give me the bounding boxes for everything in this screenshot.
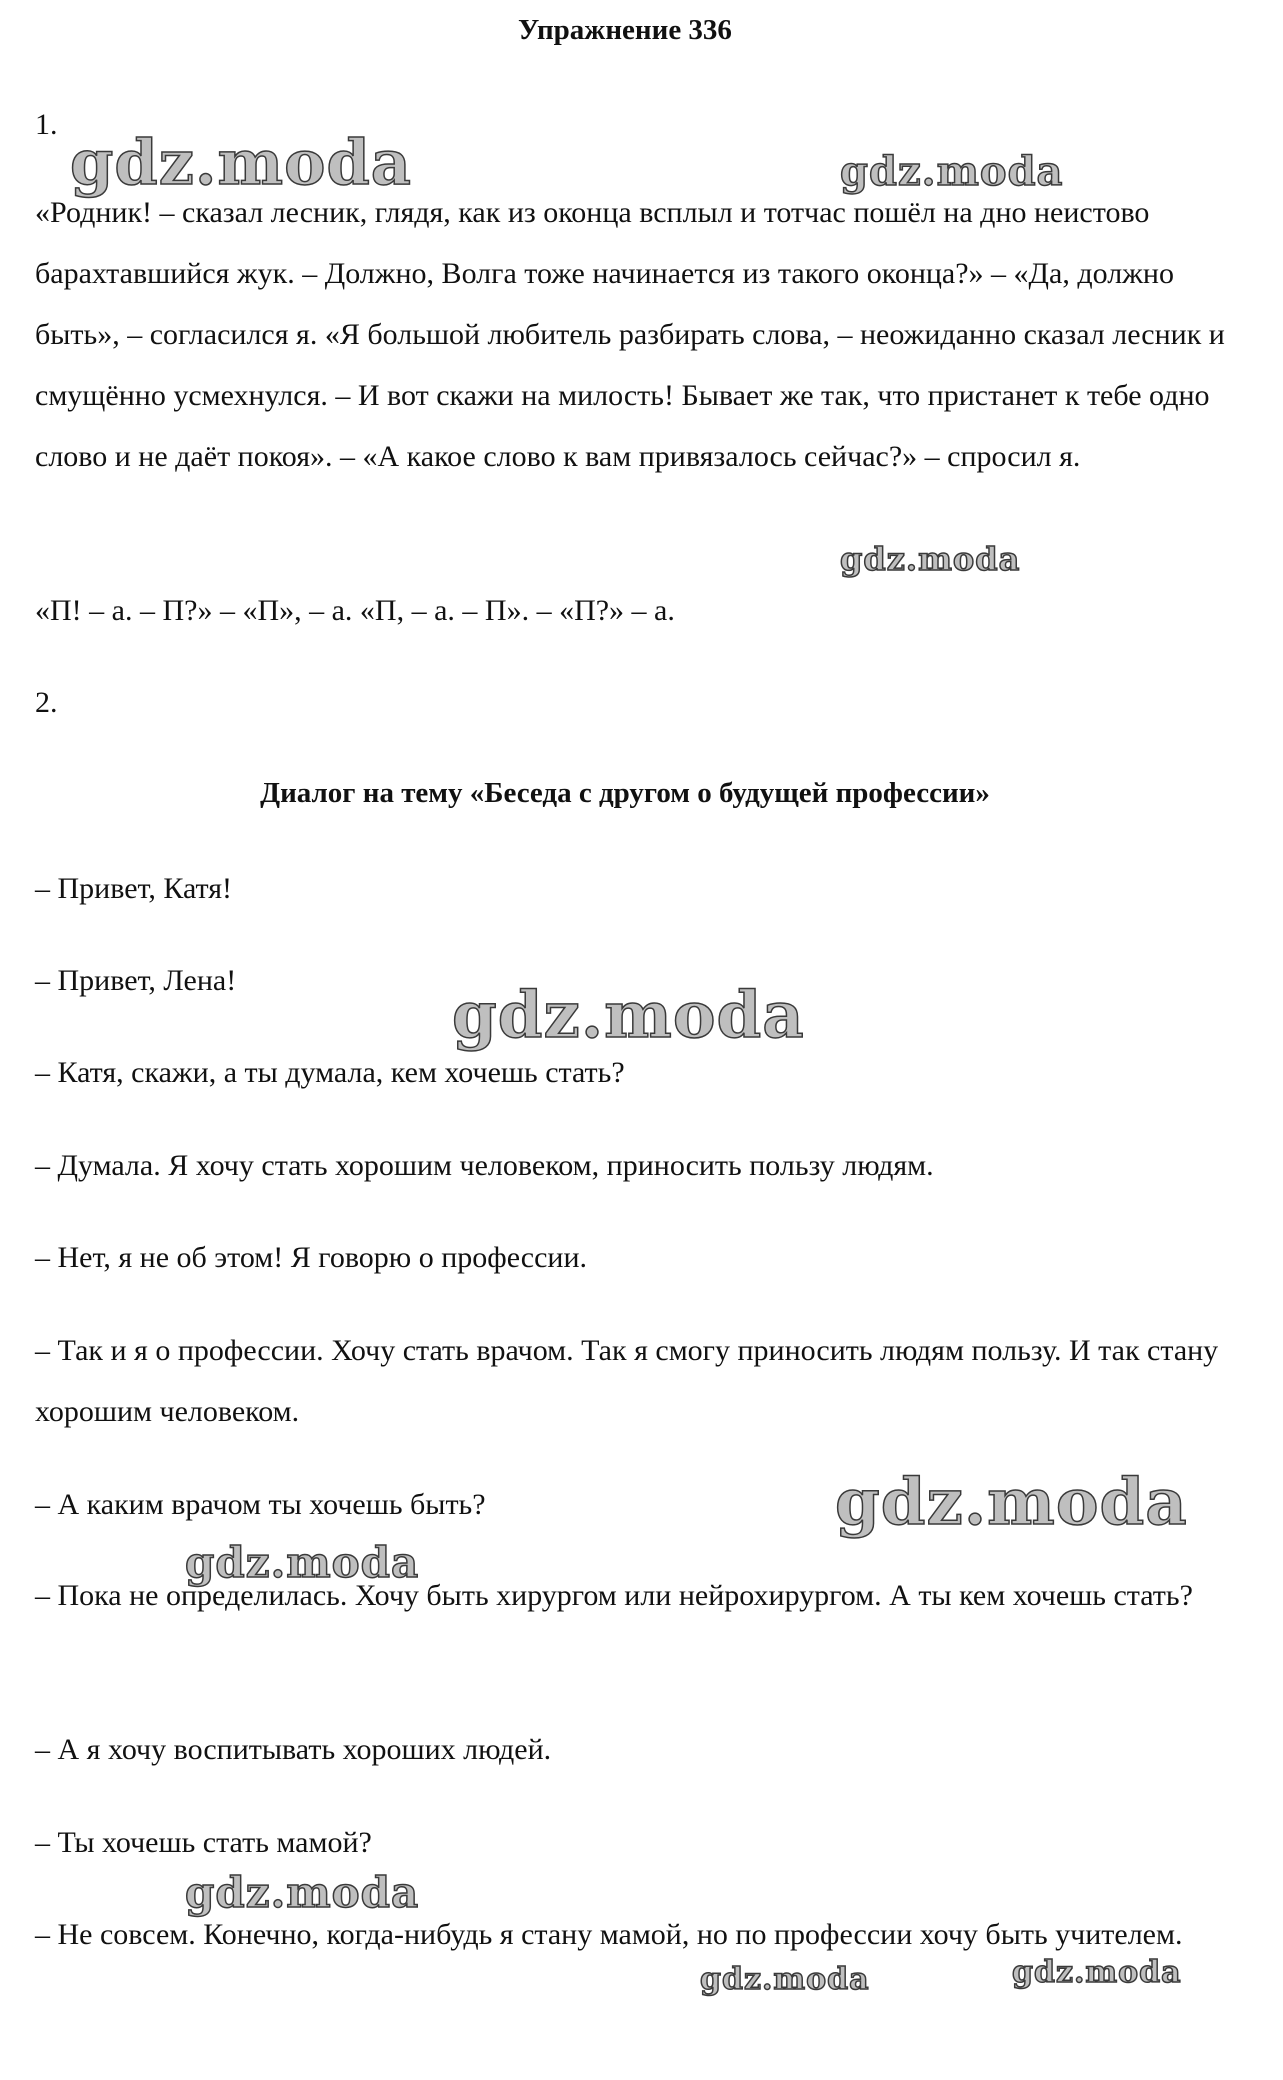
- watermark: gdz.moda: [185, 1868, 420, 1917]
- dialog-line: – Так и я о профессии. Хочу стать врачом. Так я смогу приносить людям пользу. И так стану хорошим человеком.: [35, 1334, 1219, 1428]
- watermark: gdz.moda: [70, 126, 412, 199]
- section-2-number: 2.: [35, 686, 58, 719]
- watermark: gdz.moda: [840, 540, 1021, 578]
- dialog-line: – Ты хочешь стать мамой?: [35, 1826, 372, 1859]
- dialog-line: – Не совсем. Конечно, когда-нибудь я стану мамой, но по профессии хочу быть учителем.: [35, 1918, 1183, 1951]
- dialog-line: – Привет, Катя!: [35, 872, 233, 905]
- watermark: gdz.moda: [835, 1465, 1188, 1540]
- dialog-line: – Пока не определилась. Хочу быть хирургом или нейрохирургом. А ты кем хочешь стать?: [35, 1579, 1193, 1612]
- watermark: gdz.moda: [700, 1962, 870, 1997]
- page-title: Упражнение 336: [518, 14, 732, 46]
- dialog-line: – Привет, Лена!: [35, 964, 237, 997]
- dialog-line: – А каким врачом ты хочешь быть?: [35, 1488, 486, 1521]
- watermark: gdz.moda: [185, 1538, 420, 1587]
- dialog-title: Диалог на тему «Беседа с другом о будущей профессии»: [260, 777, 990, 809]
- dialog-line: – Думала. Я хочу стать хорошим человеком, приносить пользу людям.: [35, 1149, 934, 1182]
- section-1-paragraph: «Родник! – сказал лесник, глядя, как из оконца всплыл и тотчас пошёл на дно неистово барахтавшийся жук. – Должно, Волга тоже начинается из такого оконца?» – «Да, должно быть», – согласился я. «Я большой любитель разбирать слова, – неожиданно сказал лесник и смущённо усмехнулся. – И вот скажи на милость! Бывает же так, что пристанет к тебе одно слово и не даёт покоя». – «А какое слово к вам привязалось сейчас?» – спросил я.: [35, 196, 1225, 473]
- dialog-line: – Нет, я не об этом! Я говорю о профессии.: [35, 1241, 587, 1274]
- watermark: gdz.moda: [452, 978, 805, 1053]
- dialog-line: – Катя, скажи, а ты думала, кем хочешь стать?: [35, 1056, 625, 1089]
- punctuation-scheme: «П! – а. – П?» – «П», – а. «П, – а. – П». – «П?» – а.: [35, 594, 675, 627]
- watermark: gdz.moda: [840, 148, 1064, 195]
- section-1-number: 1.: [35, 108, 58, 141]
- dialog-line: – А я хочу воспитывать хороших людей.: [35, 1733, 552, 1766]
- watermark: gdz.moda: [1012, 1955, 1182, 1990]
